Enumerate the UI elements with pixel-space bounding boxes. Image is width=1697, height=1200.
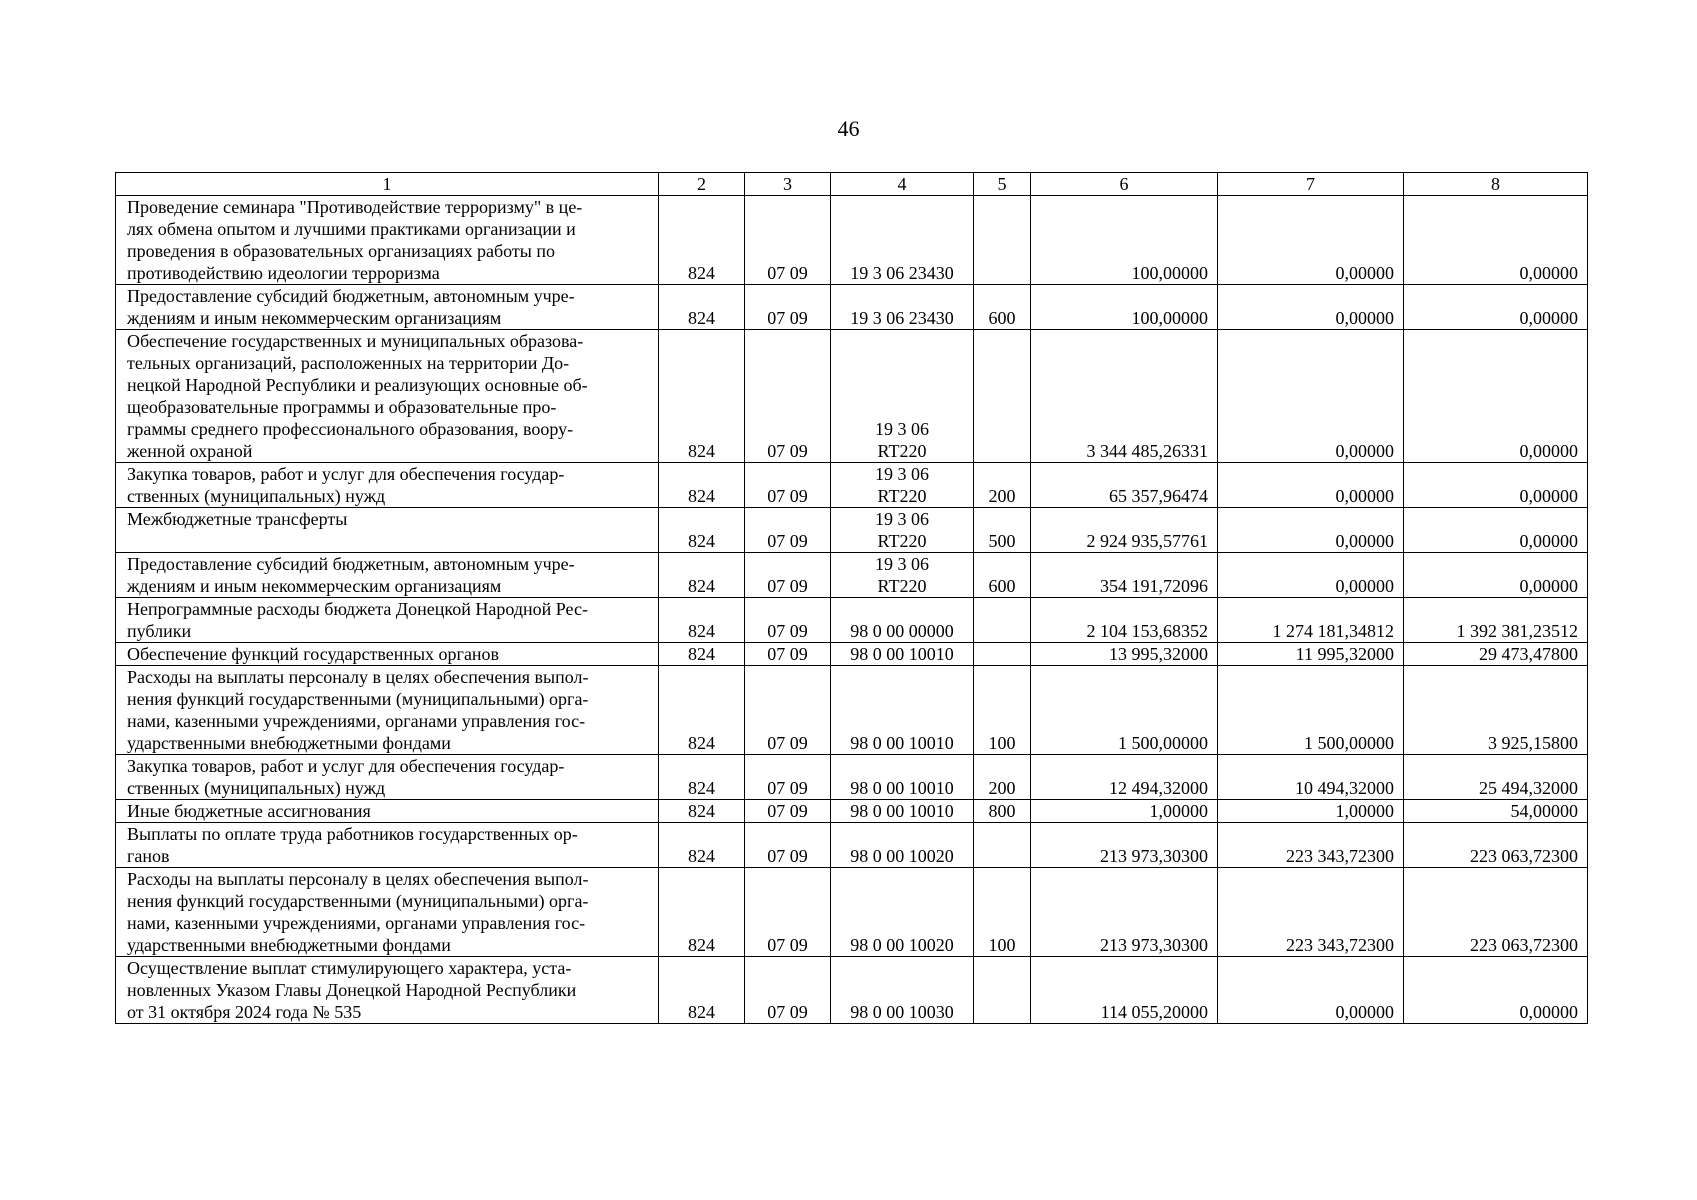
amount-col6: 2 104 153,68352 [1031,598,1218,643]
ministry-code: 824 [659,800,745,823]
ministry-code: 824 [659,553,745,598]
table-row [116,553,1588,598]
column-header: 2 [659,173,745,196]
section-code: 07 09 [745,800,831,823]
target-article-code: 98 0 00 10010 [831,643,974,666]
amount-col6: 100,00000 [1031,285,1218,330]
amount-col8: 223 063,72300 [1404,823,1588,868]
table-row [116,755,1588,800]
column-header: 8 [1404,173,1588,196]
amount-col8: 29 473,47800 [1404,643,1588,666]
table-row [116,196,1588,285]
section-code: 07 09 [745,463,831,508]
expense-type-code [974,196,1031,285]
amount-col7: 0,00000 [1218,553,1404,598]
expense-name: Обеспечение функций государственных органов [116,643,659,666]
table-row [116,800,1588,823]
target-article-code: 19 3 06 RT220 [831,463,974,508]
amount-col6: 1 500,00000 [1031,666,1218,755]
amount-col7: 0,00000 [1218,463,1404,508]
target-article-code: 98 0 00 10010 [831,800,974,823]
amount-col7: 1,00000 [1218,800,1404,823]
expense-name: Межбюджетные трансферты [116,508,659,553]
expense-type-code: 600 [974,553,1031,598]
amount-col8: 0,00000 [1404,463,1588,508]
expense-type-code: 200 [974,463,1031,508]
table-row [116,508,1588,553]
budget-table [115,172,1588,1024]
ministry-code: 824 [659,463,745,508]
amount-col7: 0,00000 [1218,285,1404,330]
ministry-code: 824 [659,285,745,330]
amount-col7: 1 500,00000 [1218,666,1404,755]
section-code: 07 09 [745,868,831,957]
amount-col8: 54,00000 [1404,800,1588,823]
amount-col6: 354 191,72096 [1031,553,1218,598]
amount-col6: 13 995,32000 [1031,643,1218,666]
expense-name: Закупка товаров, работ и услуг для обеспечения государ- ственных (муниципальных) нужд [116,755,659,800]
target-article-code: 98 0 00 00000 [831,598,974,643]
target-article-code: 98 0 00 10020 [831,823,974,868]
section-code: 07 09 [745,330,831,463]
ministry-code: 824 [659,957,745,1024]
amount-col6: 2 924 935,57761 [1031,508,1218,553]
amount-col8: 0,00000 [1404,553,1588,598]
amount-col7: 0,00000 [1218,957,1404,1024]
column-header: 4 [831,173,974,196]
ministry-code: 824 [659,643,745,666]
amount-col7: 0,00000 [1218,508,1404,553]
amount-col8: 1 392 381,23512 [1404,598,1588,643]
amount-col6: 213 973,30300 [1031,823,1218,868]
ministry-code: 824 [659,666,745,755]
amount-col6: 3 344 485,26331 [1031,330,1218,463]
expense-type-code [974,957,1031,1024]
amount-col7: 10 494,32000 [1218,755,1404,800]
column-header: 6 [1031,173,1218,196]
expense-type-code [974,330,1031,463]
ministry-code: 824 [659,823,745,868]
expense-type-code: 500 [974,508,1031,553]
expense-name: Обеспечение государственных и муниципальных образова- тельных организаций, расположенных на территории До- нецкой Народной Республики и реализующих основные об- щеобразовательные программы и образовательные про- граммы среднего профессионального образования, воору- женной охраной [116,330,659,463]
amount-col6: 65 357,96474 [1031,463,1218,508]
section-code: 07 09 [745,196,831,285]
amount-col7: 223 343,72300 [1218,868,1404,957]
amount-col6: 12 494,32000 [1031,755,1218,800]
section-code: 07 09 [745,666,831,755]
ministry-code: 824 [659,508,745,553]
expense-name: Непрограммные расходы бюджета Донецкой Народной Рес- публики [116,598,659,643]
target-article-code: 19 3 06 23430 [831,285,974,330]
target-article-code: 19 3 06 23430 [831,196,974,285]
target-article-code: 19 3 06 RT220 [831,553,974,598]
section-code: 07 09 [745,598,831,643]
amount-col6: 100,00000 [1031,196,1218,285]
page-number: 46 [837,116,860,141]
amount-col8: 0,00000 [1404,285,1588,330]
table-row [116,823,1588,868]
column-header: 3 [745,173,831,196]
table-row [116,330,1588,463]
table-row [116,463,1588,508]
expense-name: Предоставление субсидий бюджетным, автономным учре- ждениям и иным некоммерческим организациям [116,285,659,330]
table-row [116,285,1588,330]
section-code: 07 09 [745,553,831,598]
amount-col7: 1 274 181,34812 [1218,598,1404,643]
section-code: 07 09 [745,285,831,330]
section-code: 07 09 [745,643,831,666]
table-row [116,868,1588,957]
amount-col7: 0,00000 [1218,330,1404,463]
target-article-code: 98 0 00 10010 [831,666,974,755]
column-header: 7 [1218,173,1404,196]
section-code: 07 09 [745,508,831,553]
amount-col6: 213 973,30300 [1031,868,1218,957]
expense-type-code [974,598,1031,643]
expense-type-code: 200 [974,755,1031,800]
section-code: 07 09 [745,823,831,868]
amount-col6: 114 055,20000 [1031,957,1218,1024]
amount-col8: 0,00000 [1404,196,1588,285]
amount-col6: 1,00000 [1031,800,1218,823]
target-article-code: 98 0 00 10030 [831,957,974,1024]
expense-type-code: 600 [974,285,1031,330]
ministry-code: 824 [659,330,745,463]
expense-name: Осуществление выплат стимулирующего характера, уста- новленных Указом Главы Донецкой Народной Республики от 31 октября 2024 года № 535 [116,957,659,1024]
column-header: 5 [974,173,1031,196]
amount-col8: 0,00000 [1404,957,1588,1024]
expense-name: Расходы на выплаты персоналу в целях обеспечения выпол- нения функций государственными (муниципальными) орга- нами, казенными учреждениями, органами управления гос- ударственными внебюджетными фондами [116,868,659,957]
target-article-code: 19 3 06 RT220 [831,508,974,553]
target-article-code: 19 3 06 RT220 [831,330,974,463]
expense-type-code [974,643,1031,666]
expense-name: Проведение семинара "Противодействие терроризму" в це- лях обмена опытом и лучшими практиками организации и проведения в образовательных организациях работы по противодействию идеологии терроризма [116,196,659,285]
amount-col8: 25 494,32000 [1404,755,1588,800]
table-row [116,643,1588,666]
ministry-code: 824 [659,196,745,285]
ministry-code: 824 [659,868,745,957]
amount-col7: 11 995,32000 [1218,643,1404,666]
header-row [116,173,1588,196]
expense-name: Выплаты по оплате труда работников государственных ор- ганов [116,823,659,868]
section-code: 07 09 [745,755,831,800]
amount-col7: 0,00000 [1218,196,1404,285]
target-article-code: 98 0 00 10020 [831,868,974,957]
table-row [116,957,1588,1024]
expense-type-code: 100 [974,666,1031,755]
expense-type-code [974,823,1031,868]
target-article-code: 98 0 00 10010 [831,755,974,800]
amount-col8: 223 063,72300 [1404,868,1588,957]
amount-col8: 0,00000 [1404,330,1588,463]
amount-col7: 223 343,72300 [1218,823,1404,868]
table-row [116,666,1588,755]
expense-name: Расходы на выплаты персоналу в целях обеспечения выпол- нения функций государственными (муниципальными) орга- нами, казенными учреждениями, органами управления гос- ударственными внебюджетными фондами [116,666,659,755]
expense-name: Закупка товаров, работ и услуг для обеспечения государ- ственных (муниципальных) нужд [116,463,659,508]
expense-type-code: 100 [974,868,1031,957]
expense-type-code: 800 [974,800,1031,823]
ministry-code: 824 [659,755,745,800]
column-header: 1 [116,173,659,196]
table-row [116,598,1588,643]
amount-col8: 0,00000 [1404,508,1588,553]
section-code: 07 09 [745,957,831,1024]
amount-col8: 3 925,15800 [1404,666,1588,755]
expense-name: Иные бюджетные ассигнования [116,800,659,823]
expense-name: Предоставление субсидий бюджетным, автономным учре- ждениям и иным некоммерческим организациям [116,553,659,598]
ministry-code: 824 [659,598,745,643]
